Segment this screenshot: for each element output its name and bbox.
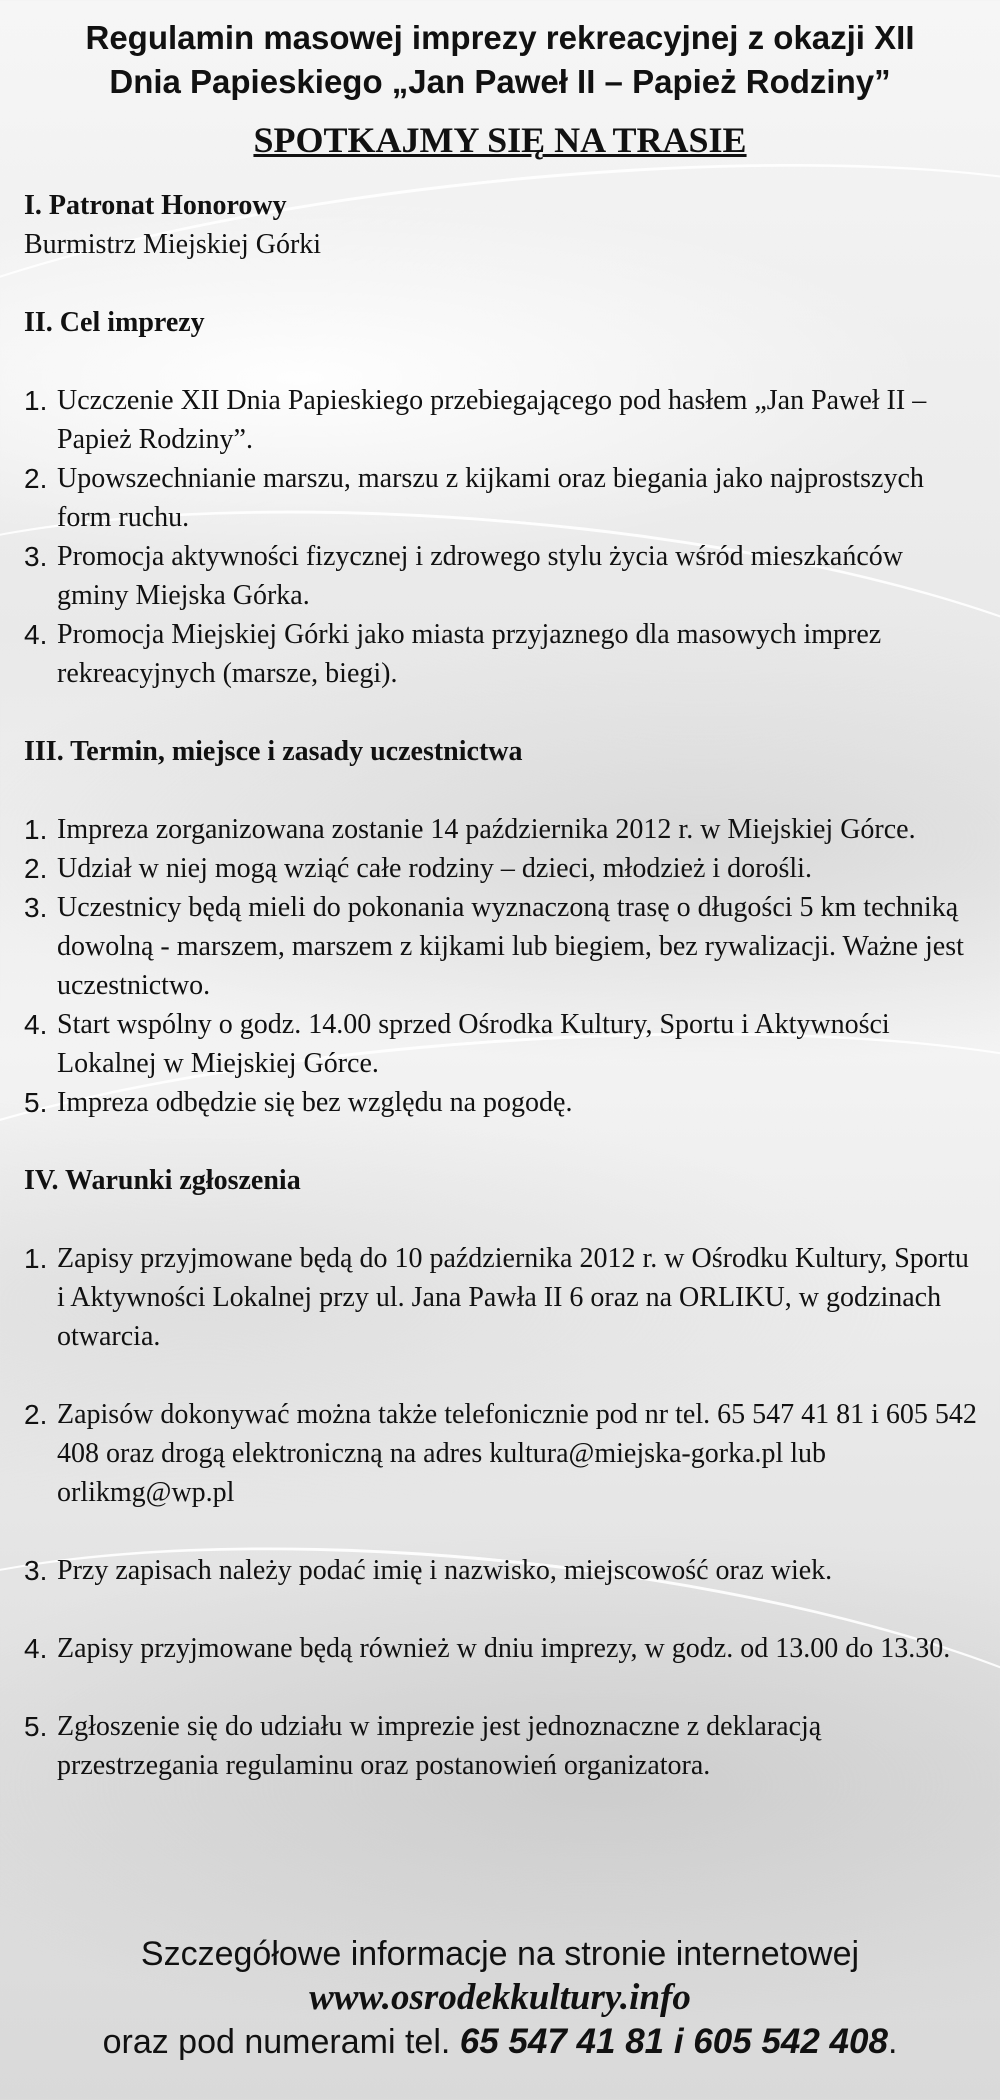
title-line-2: Dnia Papieskiego „Jan Paweł II – Papież Rodziny” <box>109 63 891 100</box>
item-text: Zapisów dokonywać można także telefonicznie pod nr tel. 65 547 41 81 i 605 542 408 oraz drogą elektroniczną na adres kultura@miejska-gorka.pl lub orlikmg@wp.pl <box>57 1399 977 1508</box>
section-heading-termin: III. Termin, miejsce i zasady uczestnictwa <box>24 736 523 767</box>
patronat-text: Burmistrz Miejskiej Górki <box>24 229 322 260</box>
phone-numbers: 65 547 41 81 i 605 542 408 <box>459 2022 888 2061</box>
list-item <box>24 1083 979 1122</box>
cel-list <box>24 381 979 693</box>
item-text: Promocja Miejskiej Górki jako miasta przyjaznego dla masowych imprez rekreacyjnych (marsze, biegi). <box>57 619 882 689</box>
item-text: Impreza odbędzie się bez względu na pogodę. <box>57 1087 573 1118</box>
item-text: Zapisy przyjmowane będą do 10 października 2012 r. w Ośrodku Kultury, Sportu i Aktywności Lokalnej przy ul. Jana Pawła II 6 oraz na ORLIKU, w godzinach otwarcia. <box>57 1243 969 1352</box>
termin-list <box>24 810 979 1122</box>
item-number: 1. <box>24 385 48 416</box>
list-item <box>24 849 979 888</box>
list-item <box>24 381 979 459</box>
regulations-body <box>24 186 979 1785</box>
item-number: 4. <box>24 1009 48 1040</box>
list-item <box>24 810 979 849</box>
website-link[interactable]: www.osrodekkultury.info <box>309 1977 691 2018</box>
list-item <box>24 1629 979 1668</box>
list-item <box>24 615 979 693</box>
section-heading-patronat: I. Patronat Honorowy <box>24 190 287 221</box>
item-number: 3. <box>24 892 48 923</box>
item-text: Zapisy przyjmowane będą również w dniu imprezy, w godz. od 13.00 do 13.30. <box>57 1633 951 1664</box>
item-text: Promocja aktywności fizycznej i zdrowego stylu życia wśród mieszkańców gminy Miejska Górka. <box>57 541 903 611</box>
list-item <box>24 1395 979 1512</box>
phone-suffix: . <box>887 2023 898 2061</box>
item-text: Upowszechnianie marszu, marszu z kijkami oraz biegania jako najprostszych form ruchu. <box>57 463 924 533</box>
item-text: Zgłoszenie się do udziału w imprezie jest jednoznaczne z deklaracją przestrzegania regulaminu oraz postanowień organizatora. <box>57 1711 822 1781</box>
section-heading-cel: II. Cel imprezy <box>24 307 205 338</box>
item-text: Uczestnicy będą mieli do pokonania wyznaczoną trasę o długości 5 km techniką dowolną - marszem, marszem z kijkami lub biegiem, bez rywalizacji. Ważne jest uczestnictwo. <box>57 892 964 1001</box>
item-text: Uczczenie XII Dnia Papieskiego przebiegającego pod hasłem „Jan Paweł II – Papież Rodziny”. <box>57 385 927 455</box>
event-banner: SPOTKAJMY SIĘ NA TRASIE <box>253 120 747 160</box>
item-number: 2. <box>24 1399 48 1430</box>
item-number: 5. <box>24 1087 48 1118</box>
item-number: 4. <box>24 1633 48 1664</box>
warunki-list <box>24 1239 979 1785</box>
footer-phone-line <box>0 2020 1000 2064</box>
list-item <box>24 1551 979 1590</box>
item-text: Udział w niej mogą wziąć całe rodziny – dzieci, młodzież i dorośli. <box>57 853 812 884</box>
item-number: 1. <box>24 814 48 845</box>
item-number: 4. <box>24 619 48 650</box>
footer-info <box>0 1932 1000 2064</box>
item-number: 5. <box>24 1711 48 1742</box>
footer-line-1: Szczegółowe informacje na stronie internetowej <box>140 1935 860 1973</box>
section-heading-warunki: IV. Warunki zgłoszenia <box>24 1165 301 1196</box>
phone-prefix: oraz pod numerami tel. <box>102 2023 460 2061</box>
item-number: 2. <box>24 463 48 494</box>
list-item <box>24 888 979 1005</box>
list-item <box>24 1005 979 1083</box>
item-text: Impreza zorganizowana zostanie 14 października 2012 r. w Miejskiej Górce. <box>57 814 916 845</box>
list-item <box>24 1707 979 1785</box>
item-number: 3. <box>24 1555 48 1586</box>
item-text: Start wspólny o godz. 14.00 sprzed Ośrodka Kultury, Sportu i Aktywności Lokalnej w Miejskiej Górce. <box>57 1009 890 1079</box>
item-number: 2. <box>24 853 48 884</box>
item-number: 1. <box>24 1243 48 1274</box>
item-number: 3. <box>24 541 48 572</box>
item-text: Przy zapisach należy podać imię i nazwisko, miejscowość oraz wiek. <box>57 1555 833 1586</box>
document-title <box>0 16 1000 104</box>
list-item <box>24 1239 979 1356</box>
title-line-1: Regulamin masowej imprezy rekreacyjnej z okazji XII <box>85 19 915 56</box>
list-item <box>24 459 979 537</box>
list-item <box>24 537 979 615</box>
